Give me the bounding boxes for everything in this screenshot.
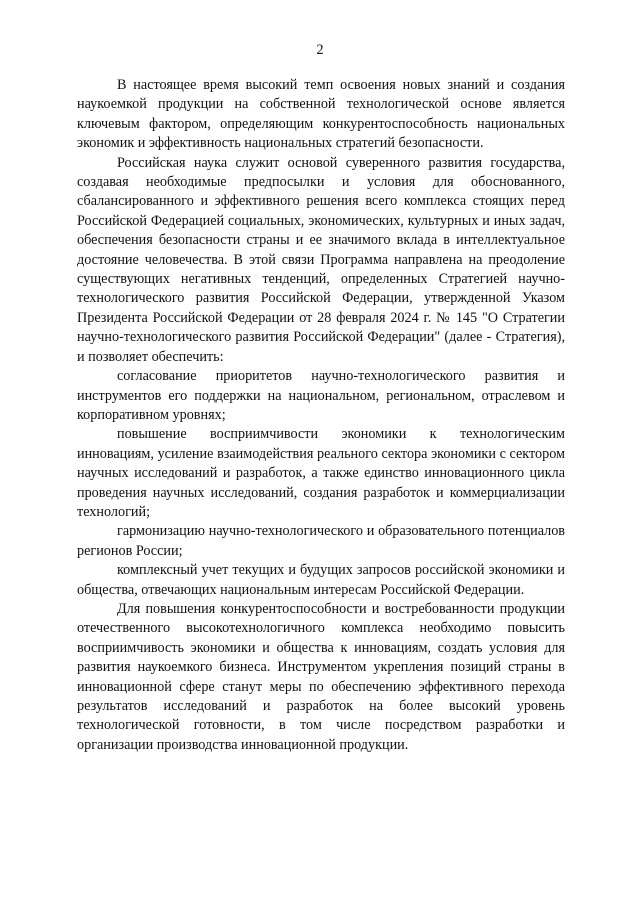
list-item-coordination: согласование приоритетов научно-технологического развития и инструментов его поддержки на национальном, региональном, отраслевом и корпоративном уровнях;: [77, 368, 565, 423]
paragraph-intro: В настоящее время высокий темп освоения новых знаний и создания наукоемкой продукции на собственной технологической основе является ключевым фактором, определяющим конкурентоспособность национальных экономик и эффективность национальных стратегий безопасности.: [77, 77, 565, 152]
paragraph-competitiveness: Для повышения конкурентоспособности и востребованности продукции отечественного высокотехнологичного комплекса необходимо повысить восприимчивость экономики и общества к инновациям, создать условия для развития наукоемкого бизнеса. Инструментом укрепления позиций страны в инновационной сфере станут меры по обеспечению эффективного перехода результатов исследований и разработок на более высокий уровень технологической готовности, в том числе посредством разработки и организации производства инновационной продукции.: [77, 600, 565, 753]
list-item-harmonization: гармонизацию научно-технологического и образовательного потенциалов регионов России;: [77, 523, 565, 559]
paragraph-russian-science: Российская наука служит основой суверенного развития государства, создавая необходимые предпосылки и условия для обоснованного, сбалансированного и эффективного решения всего комплекса стоящих перед Российской Федерацией социальных, экономических, культурных и иных задач, обеспечения безопасности страны и ее значимого вклада в интеллектуальное достояние человечества. В этой связи Программа направлена на преодоление существующих негативных тенденций, определенных Стратегией научно-технологического развития Российской Федерации, утвержденной Указом Президента Российской Федерации от 28 февраля 2024 г. № 145 "О Стратегии научно-технологического развития Российской Федерации" (далее - Стратегия), и позволяет обеспечить:: [77, 154, 565, 365]
page-number: 2: [316, 42, 324, 58]
body-text: [77, 76, 565, 755]
list-item-receptivity: повышение восприимчивости экономики к технологическим инновациям, усиление взаимодействия реального сектора экономики с сектором научных исследований и разработок, а также единство инновационного цикла проведения научных исследований, создания разработок и коммерциализации технологий;: [77, 426, 565, 520]
list-item-comprehensive-account: комплексный учет текущих и будущих запросов российской экономики и общества, отвечающих национальным интересам Российской Федерации.: [77, 562, 565, 598]
